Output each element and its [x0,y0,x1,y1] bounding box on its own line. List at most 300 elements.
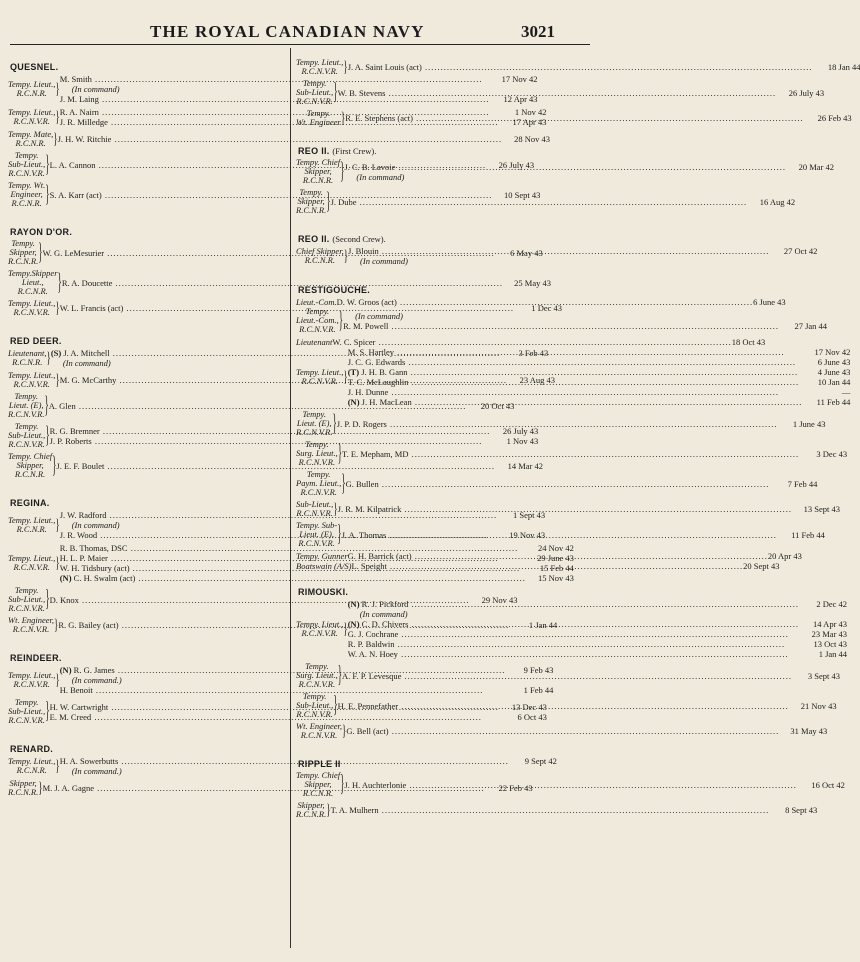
officer-name-text: W. H. Tidsbury (act) [59,563,130,573]
brace: } [338,305,344,333]
officer-list [342,671,840,681]
officer-name [348,629,799,639]
officer-group [296,77,825,106]
officer-date: 20 Sept 43 [743,561,780,571]
brace: } [38,778,43,797]
officer-name [337,297,753,307]
officer-name-text: R. M. Powell [343,320,389,331]
officer-name-text: S. A. Karr (act) [49,189,102,200]
officer-row [345,113,851,123]
officer-date: 26 July 43 [490,426,538,436]
officer-name-text: J. A. Saint Louis (act) [347,62,422,72]
rank-label [296,801,326,819]
officer-row [338,701,837,711]
section-spacer [8,211,284,221]
officer-date: 23 Aug 43 [507,375,555,385]
officer-name [348,649,799,659]
officer-row [348,357,851,367]
rank-label [296,470,341,497]
officer-name-text: W. B. Stevens [337,87,386,98]
officer-date: 7 Feb 44 [769,479,817,489]
rank-line: R.C.N.R. [302,788,334,798]
right-column [296,56,860,832]
officer-branch: (T) [347,367,360,377]
rank-label [8,554,55,572]
officer-name-text: R. G. James [73,665,115,675]
officer-row [348,367,851,377]
rank-line: R.C.N.R. [8,787,39,797]
officer-name [348,397,803,407]
rank-line: Tempy. [14,391,38,401]
rank-line: Wt. Engineer [296,117,341,127]
officer-date: 8 Sept 43 [769,805,817,815]
section-spacer [296,218,568,228]
officer-name [351,561,743,571]
officer-name-text: M. S. Hartley [347,347,394,357]
officer-name-text: W. C. Spicer [332,337,376,347]
rank-line: Wt. Engineer, [8,615,55,625]
officer-group [296,108,852,127]
officer-row [296,337,766,347]
rank-label [296,440,338,467]
officer-name [348,551,768,561]
rank-line: Tempy. [302,409,326,419]
rank-line: R.C.N.V.R. [301,376,338,386]
brace: } [343,619,348,638]
command-note: (In command) [360,256,408,266]
officer-name [332,337,731,347]
officer-date: 6 June 43 [802,357,850,367]
officer-branch: (S) [50,348,62,358]
officer-name-text: J. H. Auchterlonie [344,779,407,790]
page-header [0,22,600,46]
section-spacer [296,269,568,279]
officer-group [296,156,835,185]
officer-list [344,162,834,182]
officer-date: 1 Nov 43 [490,436,538,446]
rank-line: Tempy. Lieut., [8,107,56,117]
rank-line: Tempy. Lieut., [8,756,56,766]
rank-label: Lieut.-Com. [296,297,337,307]
officer-name-text: C. H. Swalm (act) [73,573,136,583]
rank-label [296,410,332,437]
brace: } [55,756,60,775]
rank-line: R.C.N.V.R. [8,715,45,725]
rank-line: Skipper, [297,800,325,810]
rank-line: Tempy. Lieut., [8,79,56,89]
rank-label [8,108,55,126]
brace: } [340,769,345,797]
officer-list [338,504,840,514]
officer-date: 1 June 43 [777,419,825,429]
page-title: THE ROYAL CANADIAN NAVY [150,22,425,41]
rank-label [8,151,45,178]
officer-row [348,62,860,72]
officer-name [346,479,770,489]
officer-date: 29 June 43 [526,553,574,563]
officer-row [348,246,817,256]
section-spacer [8,800,284,810]
officer-list [348,62,860,72]
officer-branch: (N) [347,619,360,629]
rank-line: R.C.N.R. [11,198,42,208]
rank-line: Sub-Lieut., [8,159,46,169]
officer-name-text: G. Bell (act) [346,726,389,736]
officer-name-text: J. Blouin [348,246,379,256]
section-spacer [8,637,284,647]
officer-name-text: R. G. Bremner [49,425,100,436]
rank-line: R.C.N.V.R. [300,730,338,740]
officer-row [348,619,847,629]
officer-list [345,113,851,123]
brace: } [55,107,60,126]
officer-list [348,599,847,659]
officer-row [296,297,786,307]
officer-row [344,780,844,790]
officer-row [348,649,847,659]
brace: } [38,237,43,265]
officer-date: 11 Feb 44 [802,397,850,407]
officer-date: 3 Dec 43 [799,449,847,459]
officer-name-text: H. W. Cartwright [49,701,109,712]
brace: } [55,370,60,389]
officer-name-text: R. G. Bailey (act) [58,620,119,630]
officer-list [346,479,818,489]
officer-row [342,449,847,459]
brace: } [52,450,57,478]
rank-line: R.C.N.R. [16,765,47,775]
brace: } [45,584,50,612]
officer-name-text: J. H. W. Ritchie [57,134,112,144]
rank-label [8,586,45,613]
officer-date: 21 Nov 43 [789,701,837,711]
officer-list [337,419,826,429]
officer-row [296,551,802,561]
brace: } [55,298,60,317]
officer-row [348,639,847,649]
rank-line: R.C.N.V.R. [301,628,338,638]
officer-row [348,629,847,639]
officer-name-text: A. Glen [48,400,76,411]
officer-name-text: D. W. Groos (act) [336,297,397,307]
officer-name [344,162,786,172]
rank-line: Tempy. [306,108,331,118]
rank-label [8,269,58,296]
officer-name-text: G. H. Barrick (act) [347,551,412,561]
officer-date: 14 Mar 42 [495,461,543,471]
rank-label [8,698,45,725]
officer-name [348,62,813,72]
rank-line: R.C.N.R. [16,88,47,98]
officer-date: 25 May 43 [503,278,551,288]
command-note: (In command.) [71,766,122,776]
officer-name [344,780,796,790]
officer-name-text: J. C. G. Edwards [347,357,406,367]
brace: } [341,468,346,496]
brace: } [337,519,342,547]
brace: } [45,696,50,724]
rank-line: Tempy. [302,78,327,88]
rank-label: Lieutenant [296,337,333,347]
command-note: (In command) [71,84,120,94]
brace: } [343,367,348,386]
officer-date: 2 Dec 42 [799,599,847,609]
rank-label [8,779,38,797]
officer-list [346,726,827,736]
officer-group [296,246,818,266]
rank-label [296,771,340,798]
officer-group [296,769,845,798]
rank-line: R.C.N.R. [8,256,39,266]
officer-date: 1 Sept 43 [497,510,545,520]
officer-name [337,419,778,429]
officer-name-text: M. G. McCarthy [59,375,117,385]
rank-line: R.C.N.V.R. [8,409,45,419]
rank-line: R.C.N.R. [14,469,46,479]
rank-label [296,247,344,265]
officer-branch: (N) [347,397,360,407]
officer-group [296,438,848,467]
officer-date: 15 Feb 44 [526,563,574,573]
rank-line: Sub-Lieut., [8,594,46,604]
rank-line: Tempy. Lieut., [8,553,56,563]
officer-date: 17 Nov 42 [802,347,850,357]
brace: } [343,57,348,76]
command-note: (In command) [356,171,405,182]
officer-name-text: D. Knox [49,594,79,605]
officer-date: 31 May 43 [779,726,827,736]
header-rule [10,44,590,45]
rank-line: Skipper, [16,460,44,470]
rank-line: R.C.N.V.R. [13,562,50,572]
rank-line: R.C.N.R. [296,809,327,819]
officer-list [348,347,851,407]
command-note: (In command) [359,609,408,619]
rank-line: Tempy. [305,661,329,671]
officer-name-text: L. Speight [351,561,387,571]
officer-date: 1 Dec 43 [514,303,562,313]
officer-name [348,639,799,649]
officer-date: 27 Oct 42 [769,246,817,256]
officer-name [348,357,803,367]
officer-date: 20 Apr 43 [767,551,802,561]
section-spacer [8,482,284,492]
officer-list [331,805,818,815]
rank-line: Tempy. [305,439,329,449]
officer-name-text: L. A. Cannon [49,159,96,170]
officer-date: 23 Mar 43 [799,629,847,639]
officer-name-text: J. R. Wood [59,530,98,540]
officer-row [348,347,851,357]
rank-line: Tempy. Lieut., [8,370,56,380]
rank-label [296,521,337,548]
ship-crew: (Second Crew). [332,234,386,244]
officer-name [348,619,799,629]
officer-name-text: W. L. Francis (act) [59,303,124,313]
officer-date: 26 July 43 [776,88,824,98]
rank-line: Lieutenant, [8,348,47,358]
officer-date: 6 June 43 [753,297,786,307]
officer-name [342,530,777,540]
officer-name-text: C. D. Chivers [361,619,409,629]
officer-name-text: H. L. P. Maier [59,553,108,563]
rank-line: Sub-Lieut., [8,430,46,440]
officer-date: 24 Nov 42 [526,543,574,553]
officer-date: 22 Feb 43 [485,783,533,793]
rank-line: Tempy. Chief [8,451,53,461]
officer-list [342,449,847,459]
brace: } [45,149,50,177]
officer-list [338,701,837,711]
ship-heading [298,234,568,244]
rank-label [8,130,53,148]
officer-date: 11 Feb 44 [777,530,825,540]
rank-line: R.C.N.V.R. [300,487,337,497]
officer-date: 6 Oct 43 [499,712,547,722]
rank-line: Chief Skipper, [296,246,344,256]
ship-name: REGINA. [10,498,50,508]
officer-row [346,479,818,489]
rank-line: Sub-Lieut., [296,499,334,509]
officer-date: 26 July 43 [486,160,534,170]
officer-row [348,387,851,397]
brace: } [55,670,60,689]
rank-line: R.C.N.V.R. [298,457,336,467]
officer-date: 1 Nov 42 [499,107,547,117]
officer-list [342,530,825,540]
rank-label [296,368,343,386]
rank-label [296,500,333,518]
rank-line: R.C.N.V.R. [301,66,338,76]
rank-line: Tempy. [11,238,35,248]
rank-line: Engineer, [10,189,43,199]
brace: } [333,690,338,718]
officer-name-text: M. J. A. Gagne [42,783,95,793]
officer-name [348,246,769,256]
officer-list [344,780,844,790]
officer-group [296,57,860,76]
rank-label [8,516,55,534]
officer-group [296,599,848,659]
rank-label [8,371,55,389]
brace: } [45,179,50,207]
brace: } [57,267,62,295]
rank-line: Tempy. Chief [296,770,341,780]
rank-label [8,349,46,367]
ship-name: RIPPLE II [298,759,341,769]
brace: } [340,156,345,184]
officer-date: 1 Jan 44 [509,620,557,630]
rank-label: Boatswain (A/S) [296,561,352,571]
officer-name-text: J. E. F. Boulet [56,460,105,471]
officer-group [296,660,840,689]
section-spacer [296,571,568,581]
rank-line: Tempy. Lieut., [296,57,344,67]
brace: } [337,660,343,688]
officer-name-text: T. E. Mepham, MD [342,448,409,459]
rank-line: Skipper, [297,196,325,206]
officer-date: 27 Jan 44 [779,321,827,331]
officer-row [343,321,827,331]
brace: } [54,615,59,634]
column-divider [290,48,291,948]
rank-line: Tempy. [305,306,330,316]
section-spacer [296,130,568,140]
officer-date: 20 Oct 43 [466,401,514,411]
ship-name: RESTIGOUCHE. [298,285,371,295]
ship-name: RED DEER. [10,336,62,346]
officer-row [342,530,825,540]
rank-line: Tempy. Lieut., [8,670,56,680]
officer-row [338,88,824,98]
officer-row [331,197,796,207]
officer-date: 3 Feb 43 [500,348,548,358]
officer-name-text: J. H. Dunne [347,387,389,397]
officer-name [348,347,803,357]
officer-name-text: J. Dube [330,196,357,207]
rank-line: R.C.N.V.R. [12,624,50,634]
officer-name-text: H. A. Sowerbutts [59,756,119,766]
rank-label [8,392,44,419]
officer-group [296,347,851,407]
officer-name-text: M. Smith [59,74,92,84]
officer-name-text: J. W. Radford [59,510,107,520]
officer-name [338,88,776,98]
rank-label [296,692,333,719]
officer-group [296,186,796,215]
rank-label [296,188,326,215]
rank-line: R.C.N.V.R. [296,508,333,518]
officer-row [348,397,851,407]
officer-name-text: R. A. Nairn [59,107,99,117]
officer-list [348,246,817,266]
rank-label [296,58,343,76]
officer-row [331,805,818,815]
brace: } [333,499,338,518]
officer-name-text: W. G. LeMesurier [42,247,105,258]
rank-line: R.C.N.V.R. [13,307,50,317]
rank-line: R.C.N.V.R. [298,679,336,689]
officer-list [331,197,796,207]
rank-line: R.C.N.V.R. [299,324,336,334]
officer-name-text: J. R. M. Kilpatrick [337,504,402,514]
rank-line: Tempy. Sub- [296,520,338,530]
page-number: 3021 [521,22,555,41]
officer-date: 20 Mar 42 [786,162,834,172]
officer-date: 4 June 43 [802,367,850,377]
brace: } [326,800,331,819]
officer-name-text: J. H. B. Gann [361,367,408,377]
officer-date: 9 Sept 42 [509,756,557,766]
officer-name-text: G. J. Cochrane [347,629,399,639]
officer-name-text: R. B. Thomas, DSC [59,543,128,553]
officer-name [348,599,799,609]
officer-name-text: J. A. Thomas [341,529,387,540]
command-note: (In command) [62,358,111,368]
rank-line: Lieut. (E), [296,418,332,428]
officer-group [296,408,826,437]
officer-name [338,504,792,514]
officer-date: — [802,387,850,397]
rank-line: R.C.N.V.R. [296,96,333,106]
rank-line: R.C.N.V.R. [8,439,45,449]
rank-label [296,79,333,106]
rank-line: R.C.N.R. [296,205,327,215]
officer-name-text: J. P. Roberts [49,435,92,446]
officer-date: 14 Apr 43 [799,619,847,629]
officer-name-text: A. F. P. Levesque [342,670,402,681]
brace: } [55,79,60,98]
